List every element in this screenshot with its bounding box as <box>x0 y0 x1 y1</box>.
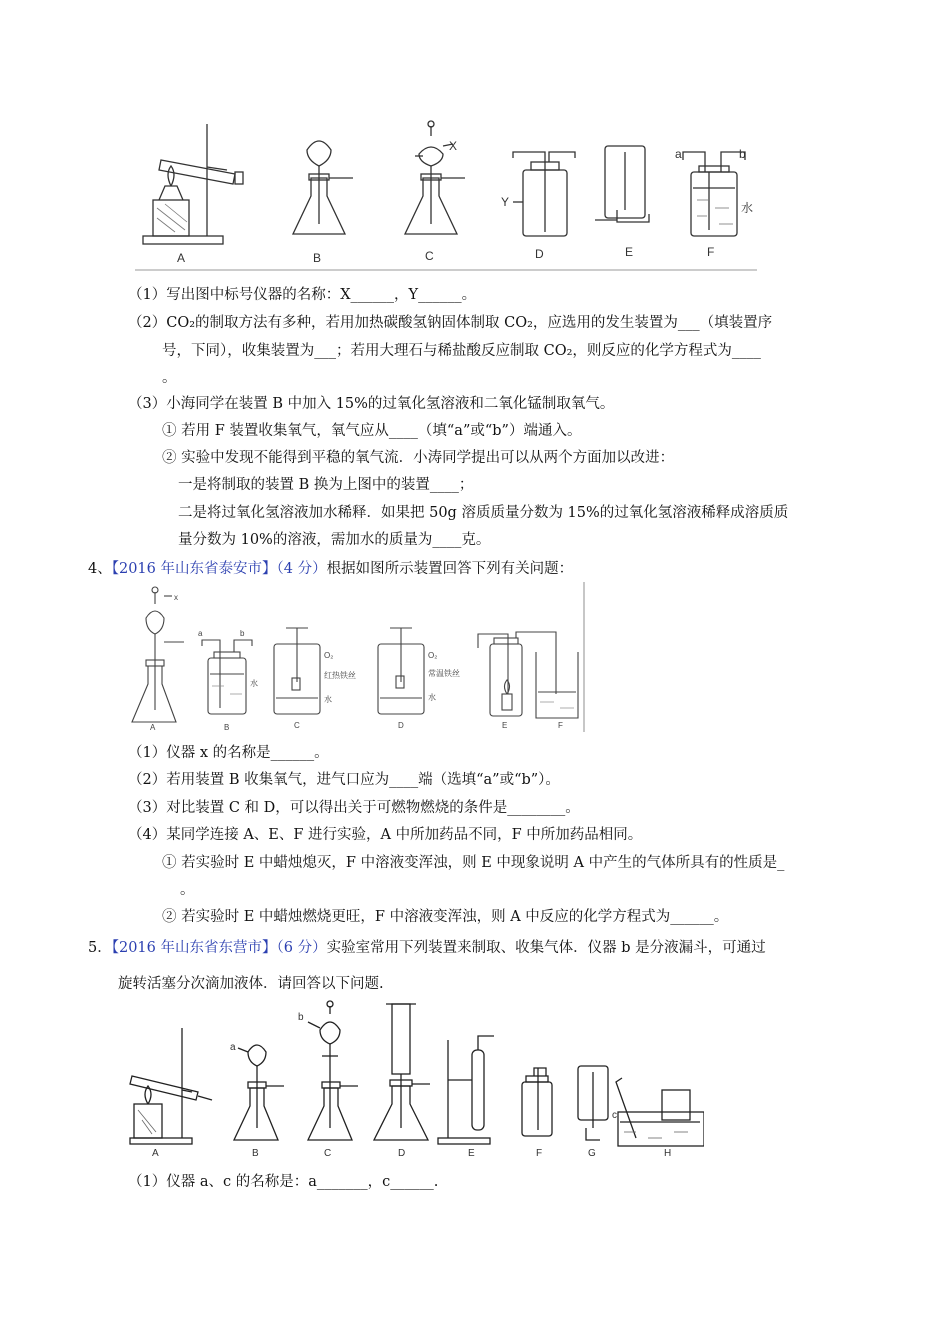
fig2-mark-x: x <box>174 593 178 602</box>
q5-stem-line-2: 旋转活塞分次滴加液体．请回答以下问题. <box>118 976 384 992</box>
q3-part-3-sub-4-line-1: 二是将过氧化氢溶液加水稀释．如果把 50g 溶质质量分数为 15%的过氧化氢溶液稀释成溶质质 <box>178 505 789 521</box>
fig2-mark-o2-c: O₂ <box>324 651 334 660</box>
q4-part-2: （2）若用装置 B 收集氧气，进气口应为____端（选填“a”或“b”）。 <box>128 772 560 788</box>
fig3-label-g: G <box>588 1148 596 1159</box>
fig1-mark-water: 水 <box>741 201 754 215</box>
fig2-label-e: E <box>502 721 508 730</box>
q3-part-1: （1）写出图中标号仪器的名称：X______，Y______。 <box>128 287 477 303</box>
fig3-label-b: B <box>252 1148 259 1159</box>
apparatus-figure-1 <box>135 112 757 272</box>
fig3-label-c: C <box>324 1148 332 1159</box>
fig3-label-e: E <box>468 1148 475 1159</box>
q3-part-3-sub-4-line-2: 量分数为 10%的溶液，需加水的质量为____克。 <box>178 532 491 548</box>
fig3-mark-b: b <box>298 1012 304 1023</box>
fig3-mark-c: c <box>612 1110 617 1121</box>
fig1-label-e: E <box>625 245 634 259</box>
fig1-label-f: F <box>707 245 715 259</box>
q4-part-4-sub-2: ② 若实验时 E 中蜡烛燃烧更旺，F 中溶液变浑浊，则 A 中反应的化学方程式为______。 <box>162 909 729 925</box>
fig2-mark-water-b: 水 <box>250 679 258 688</box>
q4-part-4-sub-1-line-1: ① 若实验时 E 中蜡烛熄灭，F 中溶液变浑浊，则 E 中现象说明 A 中产生的气体所具有的性质是_ <box>162 855 785 871</box>
fig2-label-c: C <box>294 721 300 730</box>
q4-part-4-sub-1-line-2: 。 <box>180 882 195 898</box>
q5-number: 5． <box>88 940 112 956</box>
fig2-mark-water-d: 水 <box>428 693 436 702</box>
fig1-label-c: C <box>425 249 434 263</box>
q3-part-3-sub-1: ① 若用 F 装置收集氧气，氧气应从____（填“a”或“b”）端通入。 <box>162 423 582 439</box>
q4-stem: 根据如图所示装置回答下列有关问题： <box>326 561 574 577</box>
fig2-label-d: D <box>398 721 404 730</box>
q5-header <box>88 936 766 957</box>
q3-part-3-sub-2: ② 实验中发现不能得到平稳的氧气流．小涛同学提出可以从两个方面加以改进： <box>162 450 675 466</box>
q4-part-1: （1）仪器 x 的名称是______。 <box>128 745 329 761</box>
fig2-mark-b: b <box>240 629 245 638</box>
fig2-mark-a: a <box>198 629 203 638</box>
fig3-mark-a: a <box>230 1042 236 1053</box>
q5-stem-line-1: 实验室常用下列装置来制取、收集气体．仪器 b 是分液漏斗，可通过 <box>326 940 766 956</box>
q3-part-2-line-3: 。 <box>162 370 177 386</box>
fig3-label-a: A <box>152 1148 159 1159</box>
fig1-label-b: B <box>313 251 322 265</box>
q4-part-4: （4）某同学连接 A、E、F 进行实验，A 中所加药品不同，F 中所加药品相同。 <box>128 827 643 843</box>
q5-part-1: （1）仪器 a、c 的名称是：a_______，c______. <box>128 1174 439 1190</box>
q3-part-2-line-2: 号，下同），收集装置为___；若用大理石与稀盐酸反应制取 CO₂，则反应的化学方程式为____ <box>162 343 761 359</box>
fig2-label-a: A <box>150 723 156 732</box>
fig2-label-b: B <box>224 723 230 732</box>
q4-part-3: （3）对比装置 C 和 D，可以得出关于可燃物燃烧的条件是________。 <box>128 800 580 816</box>
apparatus-figure-2 <box>128 582 586 732</box>
q4-source: 【2016 年山东省泰安市】（4 分） <box>111 561 327 577</box>
q3-part-2-line-1: （2）CO₂的制取方法有多种，若用加热碳酸氢钠固体制取 CO₂，应选用的发生装置为___（填装置序 <box>128 315 773 331</box>
fig1-mark-a: a <box>675 147 682 161</box>
fig2-mark-cold-wire: 常温铁丝 <box>428 669 460 678</box>
q5-source: 【2016 年山东省东营市】（6 分） <box>111 940 327 956</box>
fig1-mark-b: b <box>739 147 746 161</box>
q3-part-3-sub-3: 一是将制取的装置 B 换为上图中的装置____； <box>178 477 474 493</box>
fig2-label-f: F <box>558 721 563 730</box>
fig1-label-d: D <box>535 247 544 261</box>
fig3-label-f: F <box>536 1148 543 1159</box>
fig1-label-a: A <box>177 251 186 265</box>
q3-part-3: （3）小海同学在装置 B 中加入 15%的过氧化氢溶液和二氧化锰制取氧气。 <box>128 396 615 412</box>
fig2-mark-hot-wire: 红热铁丝 <box>324 671 356 680</box>
fig2-mark-water-c: 水 <box>324 695 332 704</box>
fig2-mark-o2-d: O₂ <box>428 651 438 660</box>
q4-header <box>88 557 573 578</box>
fig1-mark-x: X <box>449 139 458 153</box>
apparatus-figure-3 <box>128 1000 704 1160</box>
fig3-label-h: H <box>664 1148 672 1159</box>
fig3-label-d: D <box>398 1148 406 1159</box>
q4-number: 4、 <box>88 561 112 577</box>
fig1-mark-y: Y <box>501 195 510 209</box>
